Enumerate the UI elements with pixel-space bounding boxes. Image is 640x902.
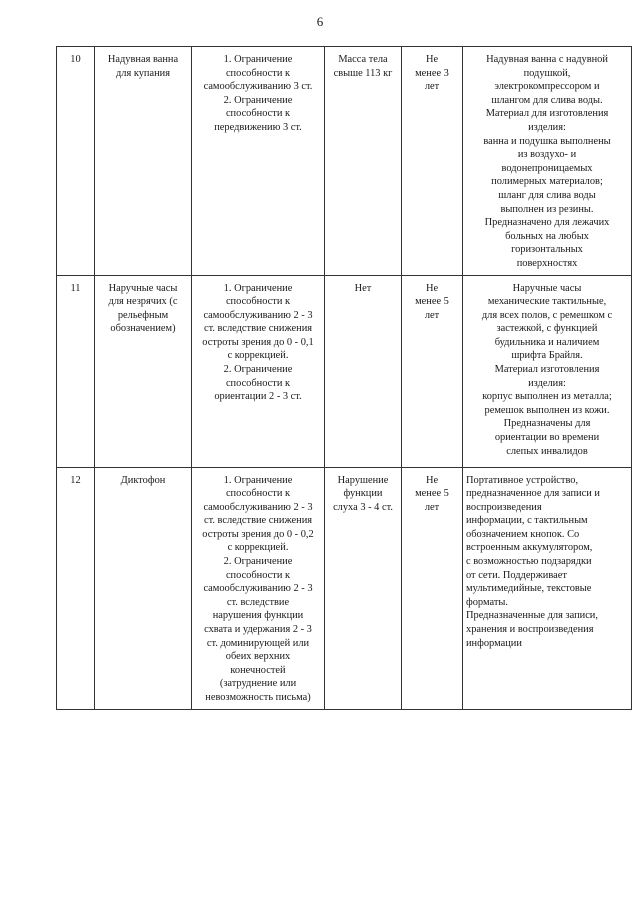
restrictions-line: ст. вследствие снижения [203,323,313,335]
restrictions-line: обеих верхних [225,651,291,663]
description-line: поверхностях [516,257,578,269]
description-line: хранения и воспроизведения [466,624,594,636]
restrictions-line: 1. Ограничение [223,282,293,294]
item-name-line: рельефным [117,309,169,321]
row-number: 11 [70,282,81,294]
restrictions-line: с коррекцией. [227,542,289,554]
indication-cell [325,275,402,467]
row-number: 10 [70,54,81,65]
restrictions-line: нарушения функции [212,610,304,622]
restrictions-line: способности к [225,488,291,500]
indication-line: функции [343,488,383,500]
item-name-line: Надувная ванна [107,54,179,65]
table-row [57,467,632,709]
description-line: подушкой, [523,67,571,79]
restrictions-line: ориентации 2 - 3 ст. [214,391,302,403]
indication-line: слуха 3 - 4 ст. [333,501,393,513]
row-number-cell [57,47,95,276]
description-line: с возможностью подзарядки [466,556,592,568]
restrictions-cell [192,47,325,276]
description-cell [463,275,632,467]
description-line: шланг для слива воды [498,189,596,201]
restrictions-line: ст. вследствие [226,596,290,608]
term-line: менее 3 [415,67,449,79]
restrictions-line: передвижению 3 ст. [214,121,302,133]
description-cell [463,47,632,276]
description-line: для всех полов, с ремешком с [481,309,613,321]
term-line: лет [424,501,440,513]
restrictions-line: остроты зрения до 0 - 0,1 [202,336,314,348]
page-number: 6 [316,14,324,29]
description-line: горизонтальных [511,244,583,256]
description-line: электрокомпрессором и [494,81,600,93]
description-line: Материал для изготовления [485,108,609,120]
restrictions-line: ст. доминирующей или [206,637,310,649]
restrictions-line: невозможность письма) [205,692,311,703]
description-line: информации, с тактильным [466,515,588,527]
description-line: будильника и наличием [494,336,600,348]
term-line: лет [424,309,440,321]
term-cell [402,467,463,709]
restrictions-line: самообслуживанию 2 - 3 [203,501,313,513]
term-cell [402,275,463,467]
description-line: от сети. Поддерживает [466,569,567,581]
restrictions-line: способности к [225,296,291,308]
item-name-cell [95,275,192,467]
description-line: ванна и подушка выполнены [483,135,611,147]
table-row [57,47,632,276]
term-line: лет [424,81,440,93]
description-line: ремешок выполнен из кожи. [484,404,610,416]
restrictions-line: способности к [225,377,291,389]
description-line: корпус выполнен из металла; [482,391,612,403]
description-line: застежкой, с функцией [496,323,598,335]
description-cell [463,467,632,709]
indication-line: Масса тела [338,54,388,65]
restrictions-line: самообслуживанию 2 - 3 [203,583,313,595]
description-line: встроенным аккумулятором, [466,542,593,554]
description-line: шрифта Брайля. [511,350,583,362]
description-line: Наручные часы [512,282,582,294]
indication-cell [325,467,402,709]
description-line: информации [466,637,522,649]
restrictions-line: 1. Ограничение [223,54,293,65]
description-line: обозначением кнопок. Со [466,528,580,540]
description-line: ориентации во времени [494,432,600,444]
description-line: Надувная ванна с надувной [486,54,608,65]
description-line: воспроизведения [466,501,542,513]
item-name-line: для купания [115,67,171,79]
restrictions-line: способности к [225,67,291,79]
restrictions-line: (затруднение или [219,678,297,690]
restrictions-line: конечностей [230,664,286,676]
description-line: Предназначенные для записи, [466,610,598,622]
description-line: водонепроницаемых [501,162,593,174]
description-line: мультимедийные, текстовые [466,583,592,595]
description-line: Предназначено для лежачих [484,217,610,229]
item-name-cell [95,467,192,709]
description-line: Предназначены для [503,418,591,430]
restrictions-line: 1. Ограничение [223,474,293,486]
aids-table [56,46,632,710]
restrictions-line: 2. Ограничение [223,94,293,106]
description-line: изделия: [528,121,566,133]
term-line: Не [425,474,439,486]
indication-cell [325,47,402,276]
restrictions-line: 2. Ограничение [223,364,293,376]
term-cell [402,47,463,276]
table-row [57,275,632,467]
description-line: из воздухо- и [517,149,577,161]
indication-line: свыше 113 кг [333,67,393,79]
restrictions-line: способности к [225,108,291,120]
restrictions-line: с коррекцией. [227,350,289,362]
description-line: Портативное устройство, [466,474,579,486]
item-name-cell [95,47,192,276]
term-line: менее 5 [415,296,449,308]
term-line: менее 5 [415,488,449,500]
item-name-line: для незрячих (с [108,296,178,308]
restrictions-line: самообслуживанию 3 ст. [203,81,313,93]
indication-line: Нет [354,282,372,294]
item-name-line: Диктофон [120,474,166,486]
row-number: 12 [70,474,81,486]
description-line: механические тактильные, [487,296,607,308]
item-name-line: обозначением) [110,323,176,335]
restrictions-line: способности к [225,569,291,581]
description-line: форматы. [466,596,508,608]
restrictions-cell [192,467,325,709]
restrictions-line: самообслуживанию 2 - 3 [203,309,313,321]
description-line: Материал изготовления [494,364,600,376]
row-number-cell [57,467,95,709]
description-line: больных на любых [505,230,589,242]
restrictions-line: ст. вследствие снижения [203,515,313,527]
item-name-line: Наручные часы [108,282,178,294]
indication-line: Нарушение [337,474,389,486]
restrictions-line: схвата и удержания 2 - 3 [204,624,312,636]
description-line: полимерных материалов; [491,176,603,188]
description-line: изделия: [528,377,566,389]
term-line: Не [425,282,439,294]
restrictions-line: остроты зрения до 0 - 0,2 [202,528,314,540]
row-number-cell [57,275,95,467]
term-line: Не [425,54,439,65]
restrictions-line: 2. Ограничение [223,556,293,568]
description-line: слепых инвалидов [506,445,588,457]
description-line: шлангом для слива воды. [491,94,603,106]
restrictions-cell [192,275,325,467]
description-line: выполнен из резины. [500,203,594,215]
description-line: предназначенное для записи и [466,488,600,500]
